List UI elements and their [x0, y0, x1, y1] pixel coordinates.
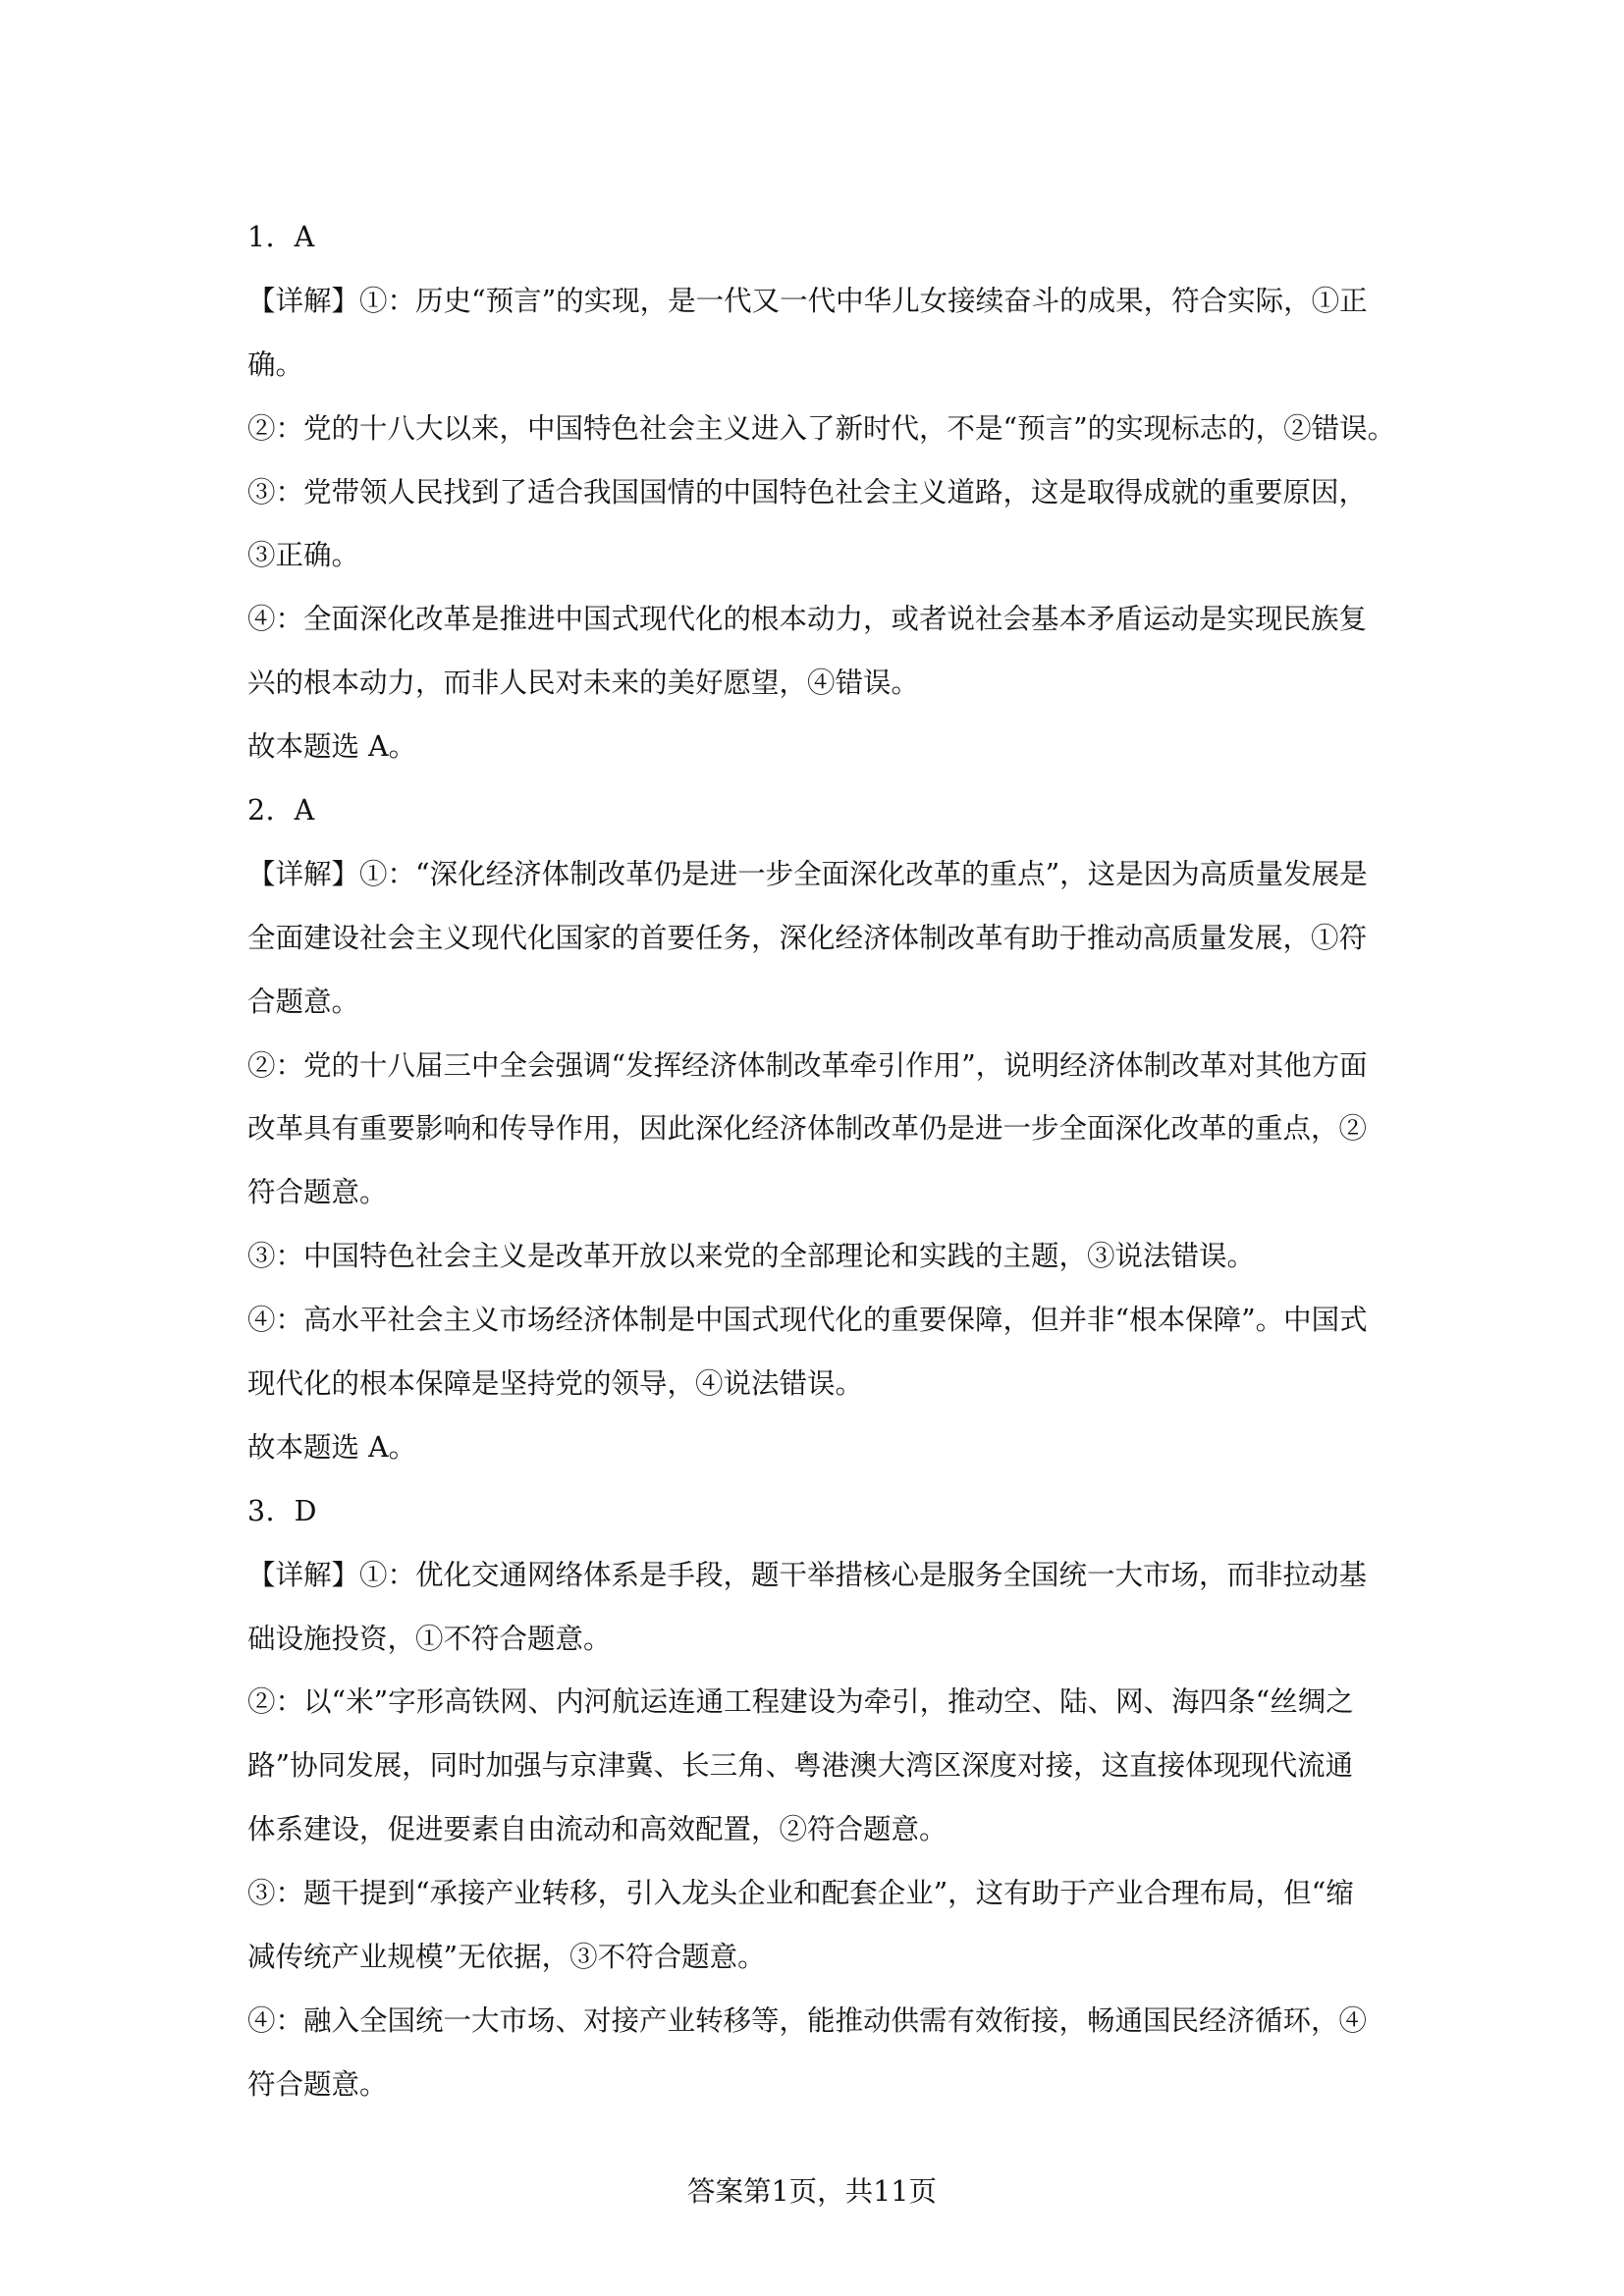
text-line: ③正确。	[247, 539, 360, 572]
conclusion-line: 故本题选 A。	[247, 1430, 417, 1464]
text-line: 确。	[247, 347, 304, 381]
text-line: 改革具有重要影响和传导作用，因此深化经济体制改革仍是进一步全面深化改革的重点，②	[247, 1112, 1368, 1146]
text-line: ②：党的十八大以来，中国特色社会主义进入了新时代，不是“预言”的实现标志的，②错误。	[247, 411, 1396, 445]
text-line: 现代化的根本保障是坚持党的领导，④说法错误。	[247, 1367, 864, 1401]
answer-content	[247, 206, 1396, 2117]
text-line: 【详解】①：优化交通网络体系是手段，题干举措核心是服务全国统一大市场，而非拉动基	[247, 1558, 1368, 1591]
conclusion-line: 故本题选 A。	[247, 730, 417, 764]
text-line: 兴的根本动力，而非人民对未来的美好愿望，④错误。	[247, 667, 920, 700]
text-line: 减传统产业规模”无依据，③不符合题意。	[247, 1941, 766, 1974]
text-line: ④：高水平社会主义市场经济体制是中国式现代化的重要保障，但并非“根本保障”。中国式	[247, 1304, 1368, 1337]
text-line: ③：题干提到“承接产业转移，引入龙头企业和配套企业”，这有助于产业合理布局，但“缩	[247, 1877, 1354, 1910]
text-line: 路”协同发展，同时加强与京津冀、长三角、粤港澳大湾区深度对接，这直接体现现代流通	[247, 1749, 1354, 1783]
text-line: ③：中国特色社会主义是改革开放以来党的全部理论和实践的主题，③说法错误。	[247, 1240, 1256, 1273]
text-line: 【详解】①：历史“预言”的实现，是一代又一代中华儿女接续奋斗的成果，符合实际，①正	[247, 284, 1368, 317]
text-line: 全面建设社会主义现代化国家的首要任务，深化经济体制改革有助于推动高质量发展，①符	[247, 921, 1368, 954]
text-line: 符合题意。	[247, 2067, 388, 2101]
text-line: ②：党的十八届三中全会强调“发挥经济体制改革牵引作用”，说明经济体制改革对其他方面	[247, 1048, 1368, 1082]
page-footer: 答案第1页，共11页	[687, 2175, 937, 2208]
answer-heading-1: 1．A	[247, 221, 315, 253]
text-line: 合题意。	[247, 985, 360, 1018]
text-line: ②：以“米”字形高铁网、内河航运连通工程建设为牵引，推动空、陆、网、海四条“丝绸之	[247, 1685, 1354, 1719]
answer-heading-2: 2．A	[247, 794, 315, 828]
text-line: 体系建设，促进要素自由流动和高效配置，②符合题意。	[247, 1813, 947, 1846]
text-line: 【详解】①：“深化经济体制改革仍是进一步全面深化改革的重点”，这是因为高质量发展是	[247, 857, 1368, 890]
answer-heading-3: 3．D	[247, 1494, 317, 1527]
text-line: 础设施投资，①不符合题意。	[247, 1622, 612, 1655]
text-line: ③：党带领人民找到了适合我国国情的中国特色社会主义道路，这是取得成就的重要原因，	[247, 475, 1368, 508]
text-line: ④：全面深化改革是推进中国式现代化的根本动力，或者说社会基本矛盾运动是实现民族复	[247, 603, 1368, 636]
text-line: 符合题意。	[247, 1176, 388, 1209]
text-line: ④：融入全国统一大市场、对接产业转移等，能推动供需有效衔接，畅通国民经济循环，④	[247, 2003, 1368, 2037]
